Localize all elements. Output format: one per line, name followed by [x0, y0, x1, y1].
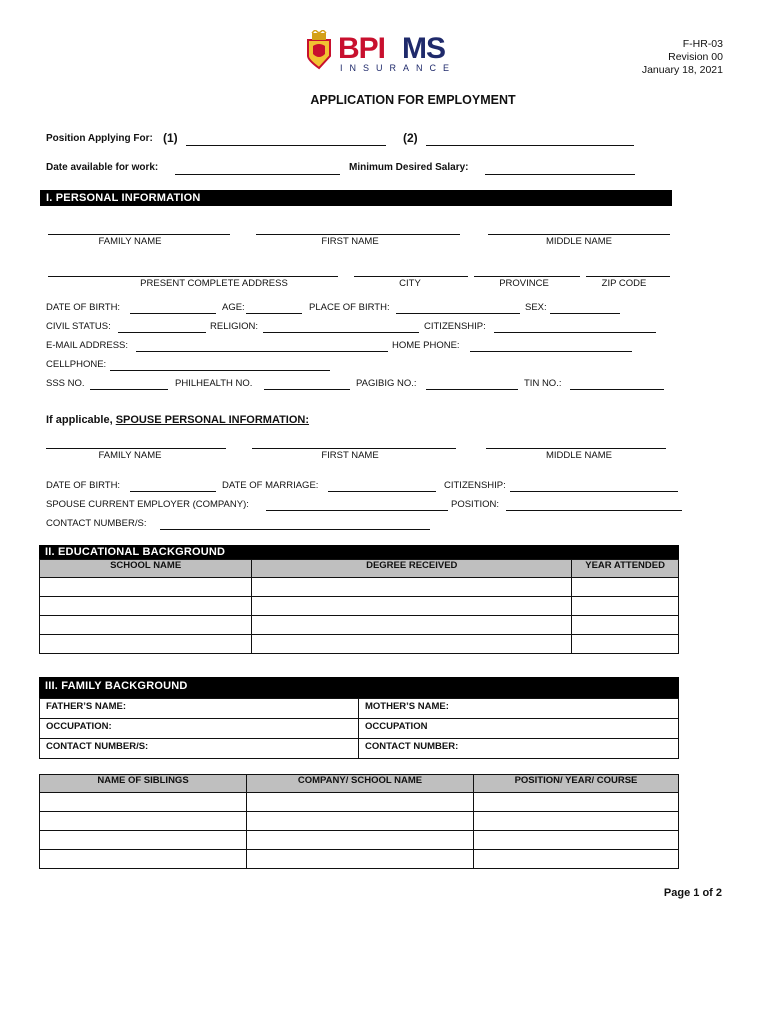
- pagibig-field[interactable]: [426, 389, 518, 390]
- tin-field[interactable]: [570, 389, 664, 390]
- table-cell[interactable]: [252, 597, 572, 616]
- table-cell[interactable]: [40, 831, 247, 850]
- table-cell[interactable]: [252, 578, 572, 597]
- address-caption: PRESENT COMPLETE ADDRESS: [140, 278, 288, 289]
- spouse-title: SPOUSE PERSONAL INFORMATION:: [115, 414, 310, 426]
- spouse-first-name-caption: FIRST NAME: [321, 450, 379, 461]
- middle-name-caption: MIDDLE NAME: [546, 236, 612, 247]
- position-1-field[interactable]: [186, 145, 386, 146]
- spouse-heading: [46, 414, 309, 426]
- dob-field[interactable]: [130, 313, 216, 314]
- position-2-field[interactable]: [426, 145, 634, 146]
- philhealth-field[interactable]: [264, 389, 350, 390]
- table-cell[interactable]: [40, 812, 247, 831]
- table-row: [40, 812, 679, 831]
- email-label: E-MAIL ADDRESS:: [46, 340, 129, 351]
- spouse-citizenship-field[interactable]: [510, 491, 678, 492]
- family-heading: III. FAMILY BACKGROUND: [39, 677, 679, 699]
- spouse-position-field[interactable]: [506, 510, 682, 511]
- spouse-citizenship-label: CITIZENSHIP:: [444, 480, 506, 491]
- province-field[interactable]: [474, 276, 580, 277]
- position-label: Position Applying For:: [46, 133, 153, 144]
- spouse-dob-label: DATE OF BIRTH:: [46, 480, 121, 491]
- table-cell[interactable]: [474, 793, 679, 812]
- option-2-label: (2): [403, 131, 418, 145]
- city-caption: CITY: [399, 278, 421, 289]
- personal-info-heading: I. PERSONAL INFORMATION: [40, 190, 672, 206]
- table-row: [40, 793, 679, 812]
- spouse-prefix: If applicable,: [46, 414, 113, 426]
- cellphone-field[interactable]: [110, 370, 330, 371]
- salary-label: Minimum Desired Salary:: [349, 162, 469, 173]
- father-name-cell[interactable]: FATHER’S NAME:: [40, 699, 359, 719]
- civil-status-label: CIVIL STATUS:: [46, 321, 111, 332]
- spouse-employer-field[interactable]: [266, 510, 448, 511]
- first-name-caption: FIRST NAME: [321, 236, 379, 247]
- address-field[interactable]: [48, 276, 338, 277]
- cellphone-label: CELLPHONE:: [46, 359, 107, 370]
- family-name-field[interactable]: [48, 234, 230, 235]
- father-occupation-cell[interactable]: OCCUPATION:: [40, 719, 359, 739]
- table-row: [40, 616, 679, 635]
- spouse-family-name-caption: FAMILY NAME: [98, 450, 162, 461]
- family-row: [40, 739, 679, 759]
- province-caption: PROVINCE: [499, 278, 549, 289]
- spouse-contact-label: CONTACT NUMBER/S:: [46, 518, 147, 529]
- age-label: AGE:: [222, 302, 245, 313]
- sss-label: SSS NO.: [46, 378, 85, 389]
- city-field[interactable]: [354, 276, 468, 277]
- spouse-contact-field[interactable]: [160, 529, 430, 530]
- tin-label: TIN NO.:: [524, 378, 562, 389]
- middle-name-field[interactable]: [488, 234, 670, 235]
- table-row: [40, 850, 679, 869]
- table-cell[interactable]: [474, 850, 679, 869]
- spouse-employer-label: SPOUSE CURRENT EMPLOYER (COMPANY):: [46, 499, 249, 510]
- zip-caption: ZIP CODE: [601, 278, 647, 289]
- table-cell[interactable]: [252, 616, 572, 635]
- table-cell[interactable]: [40, 578, 252, 597]
- table-cell[interactable]: [247, 812, 474, 831]
- col-company-school: COMPANY/ SCHOOL NAME: [247, 775, 474, 793]
- table-cell[interactable]: [40, 597, 252, 616]
- table-cell[interactable]: [572, 597, 679, 616]
- religion-field[interactable]: [263, 332, 419, 333]
- table-row: [40, 578, 679, 597]
- spouse-dom-field[interactable]: [328, 491, 436, 492]
- spouse-middle-name-field[interactable]: [486, 448, 666, 449]
- zip-field[interactable]: [586, 276, 670, 277]
- table-row: [40, 597, 679, 616]
- mother-contact-cell[interactable]: CONTACT NUMBER:: [359, 739, 679, 759]
- date-available-label: Date available for work:: [46, 162, 159, 173]
- citizenship-label: CITIZENSHIP:: [424, 321, 486, 332]
- mother-occupation-cell[interactable]: OCCUPATION: [359, 719, 679, 739]
- date-available-field[interactable]: [175, 174, 340, 175]
- table-cell[interactable]: [474, 831, 679, 850]
- pagibig-label: PAGIBIG NO.:: [356, 378, 417, 389]
- table-cell[interactable]: [572, 635, 679, 654]
- col-position-year-course: POSITION/ YEAR/ COURSE: [474, 775, 679, 793]
- page-title: APPLICATION FOR EMPLOYMENT: [310, 93, 516, 107]
- logo-ms: MS: [402, 32, 445, 65]
- table-cell[interactable]: [40, 616, 252, 635]
- table-row: [40, 831, 679, 850]
- option-1-label: (1): [163, 131, 178, 145]
- company-logo: [300, 30, 480, 76]
- table-cell[interactable]: [40, 635, 252, 654]
- logo-insurance: INSURANCE: [340, 63, 457, 73]
- table-cell[interactable]: [40, 850, 247, 869]
- revision: Revision 00: [668, 51, 723, 63]
- home-phone-label: HOME PHONE:: [392, 340, 460, 351]
- philhealth-label: PHILHEALTH NO.: [175, 378, 253, 389]
- home-phone-field[interactable]: [470, 351, 632, 352]
- sex-field[interactable]: [550, 313, 620, 314]
- mother-name-cell[interactable]: MOTHER’S NAME:: [359, 699, 679, 719]
- crest-icon: [302, 30, 336, 70]
- citizenship-field[interactable]: [494, 332, 656, 333]
- col-year: YEAR ATTENDED: [572, 560, 679, 578]
- civil-status-field[interactable]: [118, 332, 206, 333]
- age-field[interactable]: [246, 313, 302, 314]
- pob-label: PLACE OF BIRTH:: [309, 302, 390, 313]
- spouse-middle-name-caption: MIDDLE NAME: [546, 450, 612, 461]
- spouse-family-name-field[interactable]: [46, 448, 226, 449]
- spouse-dom-label: DATE OF MARRIAGE:: [222, 480, 319, 491]
- table-cell[interactable]: [247, 850, 474, 869]
- family-name-caption: FAMILY NAME: [98, 236, 162, 247]
- col-degree: DEGREE RECEIVED: [252, 560, 572, 578]
- spouse-dob-field[interactable]: [130, 491, 216, 492]
- father-contact-cell[interactable]: CONTACT NUMBER/S:: [40, 739, 359, 759]
- spouse-position-label: POSITION:: [451, 499, 500, 510]
- family-row: [40, 699, 679, 719]
- siblings-table: [39, 774, 679, 869]
- siblings-header-row: [40, 775, 679, 793]
- education-header-row: [40, 560, 679, 578]
- salary-field[interactable]: [485, 174, 635, 175]
- form-date: January 18, 2021: [641, 64, 723, 76]
- education-heading: II. EDUCATIONAL BACKGROUND: [39, 545, 679, 560]
- table-cell[interactable]: [572, 616, 679, 635]
- form-code: F-HR-03: [682, 38, 723, 50]
- table-row: [40, 635, 679, 654]
- col-school-name: SCHOOL NAME: [40, 560, 252, 578]
- first-name-field[interactable]: [256, 234, 460, 235]
- col-sibling-name: NAME OF SIBLINGS: [40, 775, 247, 793]
- table-cell[interactable]: [252, 635, 572, 654]
- spouse-first-name-field[interactable]: [252, 448, 456, 449]
- religion-label: RELIGION:: [210, 321, 259, 332]
- family-table: [39, 698, 679, 759]
- table-cell[interactable]: [474, 812, 679, 831]
- dob-label: DATE OF BIRTH:: [46, 302, 121, 313]
- table-cell[interactable]: [247, 831, 474, 850]
- pob-field[interactable]: [396, 313, 520, 314]
- logo-bpi: BPI: [338, 32, 386, 65]
- page-number: Page 1 of 2: [663, 887, 722, 899]
- sss-field[interactable]: [90, 389, 168, 390]
- education-table: [39, 559, 679, 654]
- table-cell[interactable]: [572, 578, 679, 597]
- email-field[interactable]: [136, 351, 388, 352]
- table-cell[interactable]: [40, 793, 247, 812]
- family-row: [40, 719, 679, 739]
- sex-label: SEX:: [525, 302, 547, 313]
- table-cell[interactable]: [247, 793, 474, 812]
